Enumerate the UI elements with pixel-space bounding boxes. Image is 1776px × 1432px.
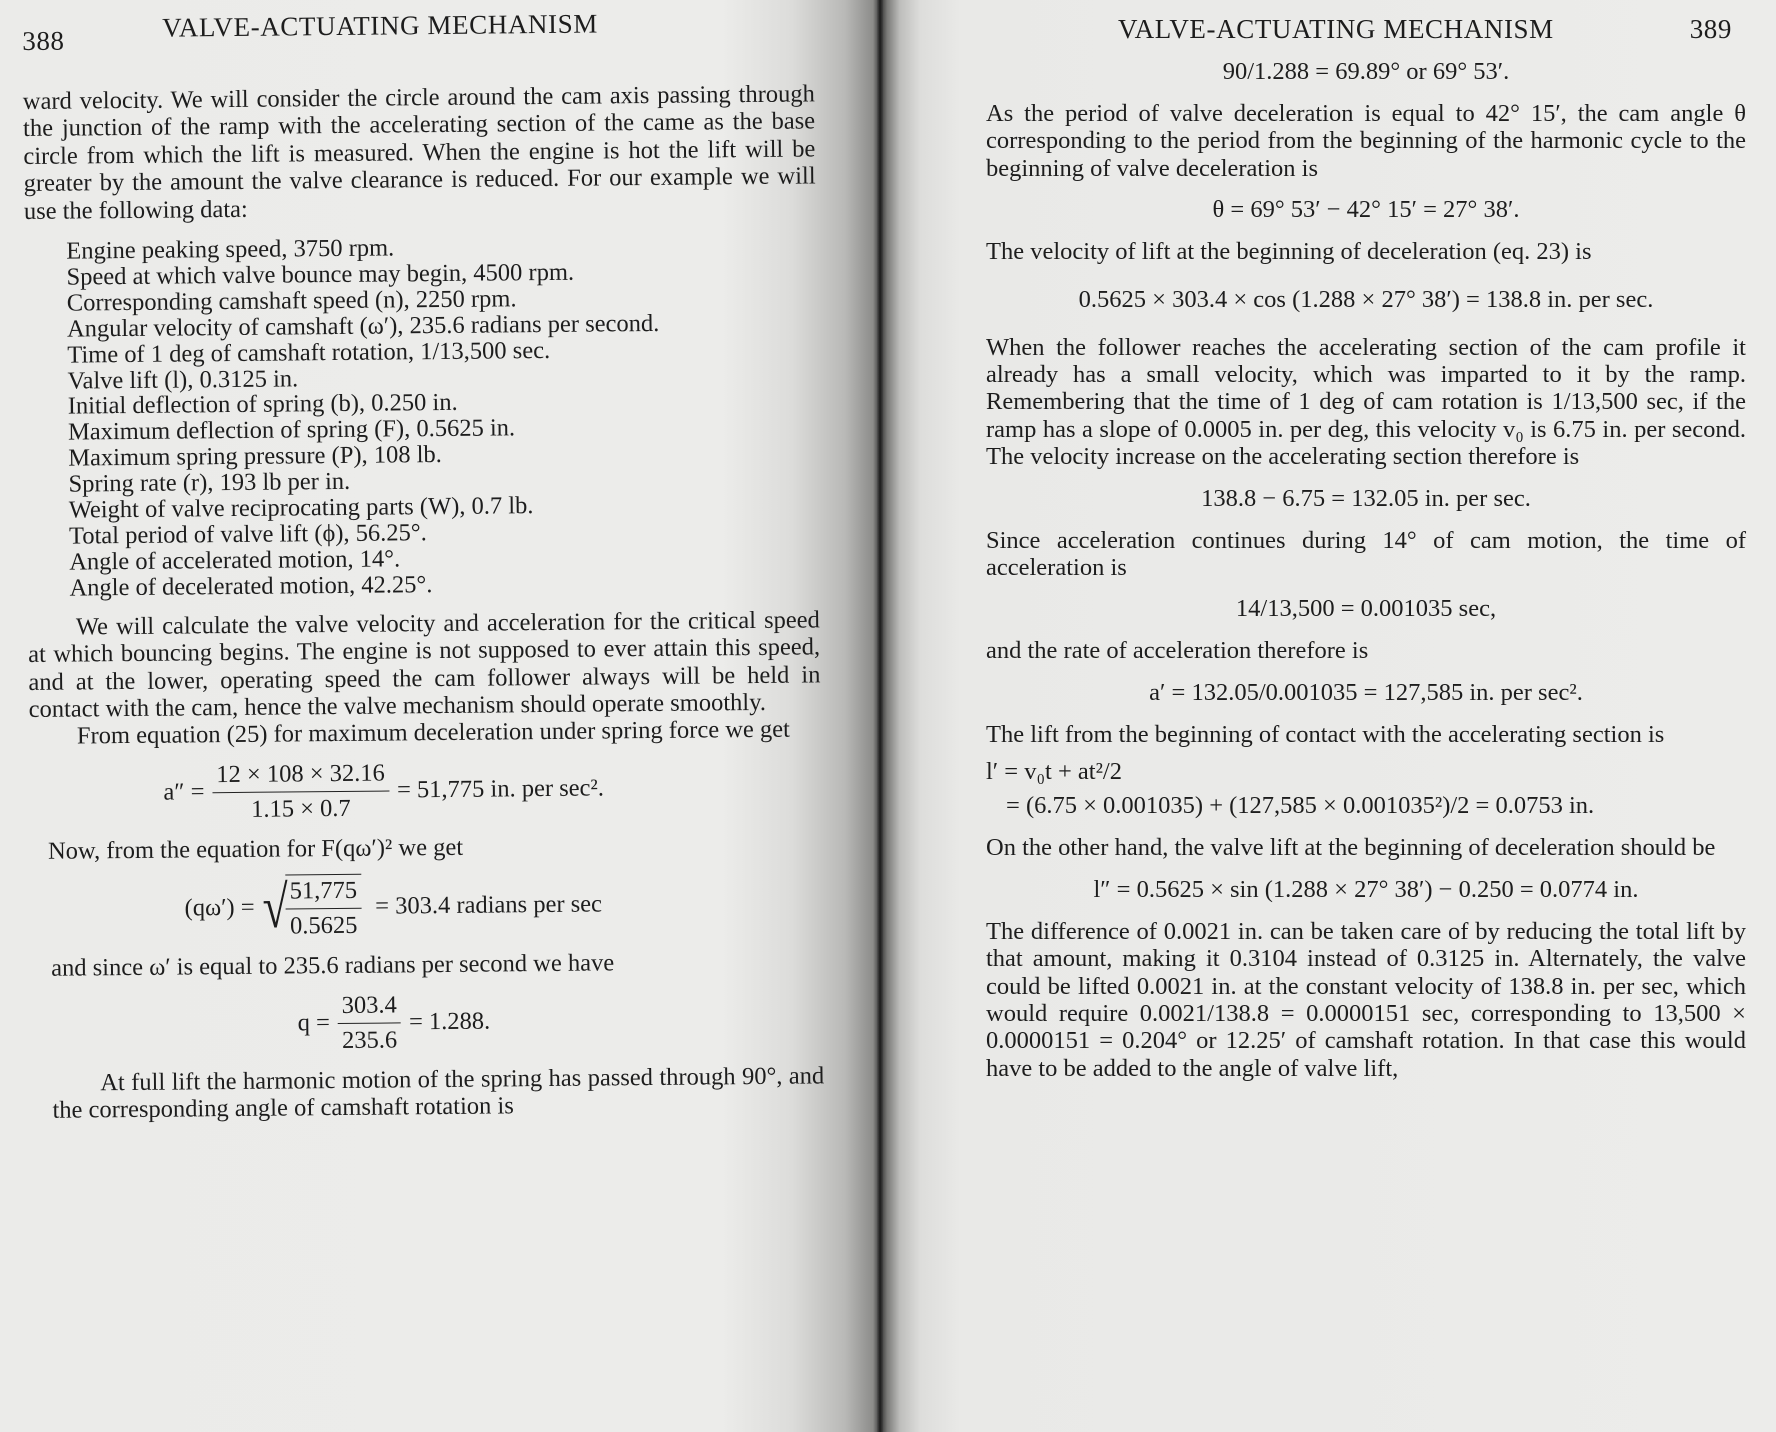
data-item: Engine peaking speed, 3750 rpm. xyxy=(66,234,395,265)
paragraph-difference: The difference of 0.0021 in. can be taken care of by reducing the total lift by that amount, making it 0.3104 instead of 0.3125 in. Alternately, the valve could be lifted 0.0021 in. at the constant velocity of 138.8 in. per sec, which would require 0.0021/138.8 = 0.0000151 sec, corresponding to 13,500 × 0.0000151 = 0.204° or 12.25′ of camshaft rotation. In that case this would have to be added to the angle of valve lift, xyxy=(986,917,1746,1082)
data-item: Angle of accelerated motion, 14°. xyxy=(69,545,401,576)
eq-fraction xyxy=(212,759,389,824)
running-head-title: VALVE-ACTUATING MECHANISM xyxy=(161,8,599,43)
right-page-content xyxy=(986,14,1746,1082)
data-item: Angle of decelerated motion, 42.25°. xyxy=(69,570,433,602)
data-item: Total period of valve lift (ϕ), 56.25°. xyxy=(68,519,427,550)
square-root xyxy=(262,874,367,941)
equation-theta: θ = 69° 53′ − 42° 15′ = 27° 38′. xyxy=(1212,196,1520,224)
data-item: Initial deflection of spring (b), 0.250 in. xyxy=(67,389,458,421)
equation-time: 14/13,500 = 0.001035 sec, xyxy=(1235,595,1497,623)
running-head-title: VALVE-ACTUATING MECHANISM xyxy=(1118,14,1554,44)
eq-rhs: = 51,775 in. per sec². xyxy=(396,774,605,804)
equation-lift-1: l′ = v₀t + at²/2 xyxy=(986,758,1122,786)
paragraph-calculate: We will calculate the valve velocity and acceleration for the critical speed at which bouncing begins. The engine is not supposed to ever attain this speed, and at the lower, operating speed the cam follower always will be held in contact with the cam, hence the valve mechanism should operate smoothly. xyxy=(28,606,821,723)
paragraph-rate: and the rate of acceleration therefore is xyxy=(986,637,1369,665)
equation-lift-deceleration: l″ = 0.5625 × sin (1.288 × 27° 38′) − 0.250 = 0.0774 in. xyxy=(1093,875,1639,903)
eq-fraction xyxy=(338,991,402,1055)
paragraph-f-equation: Now, from the equation for F(qω′)² we get xyxy=(47,833,464,865)
eq-lhs: (qω′) = xyxy=(184,893,255,922)
right-running-head xyxy=(986,14,1746,54)
eq-lhs: q = xyxy=(297,1009,331,1037)
left-page-content xyxy=(22,6,825,1124)
data-item: Valve lift (l), 0.3125 in. xyxy=(67,364,299,395)
paragraph-follower: When the follower reaches the accelerating section of the cam profile it already has a small velocity, which was imparted to it by the ramp. Remembering that the time of 1 deg of cam rotation is 1/13,500 sec, if the ramp has a slope of 0.0005 in. per deg, this velocity v₀ is 6.75 in. per second. The velocity increase on the accelerating section therefore is xyxy=(986,333,1746,471)
eq-denominator: 1.15 × 0.7 xyxy=(251,794,351,823)
left-running-head xyxy=(22,6,814,54)
eq-numerator: 12 × 108 × 32.16 xyxy=(212,759,389,793)
eq-lhs: a″ = xyxy=(163,778,205,806)
eq-denominator: 0.5625 xyxy=(289,911,358,940)
page-number: 389 xyxy=(1689,14,1732,44)
paragraph-since-acceleration: Since acceleration continues during 14° of cam motion, the time of acceleration is xyxy=(986,526,1746,582)
equation-velocity: 0.5625 × 303.4 × cos (1.288 × 27° 38′) = 138.8 in. per sec. xyxy=(1078,285,1654,313)
book-gutter xyxy=(877,0,883,1432)
eq-numerator: 303.4 xyxy=(338,991,401,1024)
paragraph-full-lift: At full lift the harmonic motion of the spring has passed through 90°, and the corresponding angle of camshaft rotation is xyxy=(52,1061,825,1124)
eq-denominator: 235.6 xyxy=(341,1026,398,1054)
equation-lift-2: = (6.75 × 0.001035) + (127,585 × 0.001035²)/2 = 0.0753 in. xyxy=(1006,792,1595,820)
paragraph-deceleration-period: As the period of valve deceleration is equal to 42° 15′, the cam angle θ corresponding to the period from the beginning of the harmonic cycle to the beginning of valve deceleration is xyxy=(986,100,1746,182)
data-item: Maximum deflection of spring (F), 0.5625 in. xyxy=(67,414,516,446)
equation-q-omega xyxy=(30,870,823,944)
paragraph-equation-25: From equation (25) for maximum deceleration under spring force we get xyxy=(76,716,791,750)
data-item: Speed at which valve bounce may begin, 4500 rpm. xyxy=(66,258,575,291)
page-number: 388 xyxy=(22,25,65,56)
equation-rate: a′ = 132.05/0.001035 = 127,585 in. per sec². xyxy=(1149,678,1583,706)
eq-rhs: = 1.288. xyxy=(408,1007,491,1036)
paragraph-since-omega: and since ω′ is equal to 235.6 radians per second we have xyxy=(51,949,615,982)
data-item: Maximum spring pressure (P), 108 lb. xyxy=(68,441,442,472)
eq-rhs: = 303.4 radians per sec xyxy=(375,890,603,920)
eq-numerator: 51,775 xyxy=(286,877,362,910)
data-item: Spring rate (r), 193 lb per in. xyxy=(68,468,351,498)
data-item: Angular velocity of camshaft (ω′), 235.6 radians per second. xyxy=(66,309,660,343)
paragraph-lift-contact: The lift from the beginning of contact with the accelerating section is xyxy=(986,720,1665,748)
data-list xyxy=(24,231,819,601)
paragraph-other-hand: On the other hand, the valve lift at the beginning of deceleration should be xyxy=(986,834,1716,862)
equation-velocity-increase: 138.8 − 6.75 = 132.05 in. per sec. xyxy=(1201,484,1531,512)
paragraph-intro: ward velocity. We will consider the circle around the cam axis passing through the junction of the ramp with the accelerating section of the came as the base circle from which the lift is measured. When the engine is hot the lift will be greater by the amount the valve clearance is reduced. For our example we will use the following data: xyxy=(22,80,816,225)
data-item: Corresponding camshaft speed (n), 2250 rpm. xyxy=(66,285,517,317)
equation-angle: 90/1.288 = 69.89° or 69° 53′. xyxy=(1222,58,1510,85)
data-item: Time of 1 deg of camshaft rotation, 1/13,500 sec. xyxy=(67,336,551,369)
data-item: Weight of valve reciprocating parts (W), 0.7 lb. xyxy=(68,492,534,524)
equation-q xyxy=(31,987,824,1058)
paragraph-velocity: The velocity of lift at the beginning of deceleration (eq. 23) is xyxy=(986,238,1592,266)
radical-sign-icon: √ xyxy=(262,873,289,941)
eq-fraction xyxy=(286,874,362,941)
equation-deceleration xyxy=(29,755,822,826)
